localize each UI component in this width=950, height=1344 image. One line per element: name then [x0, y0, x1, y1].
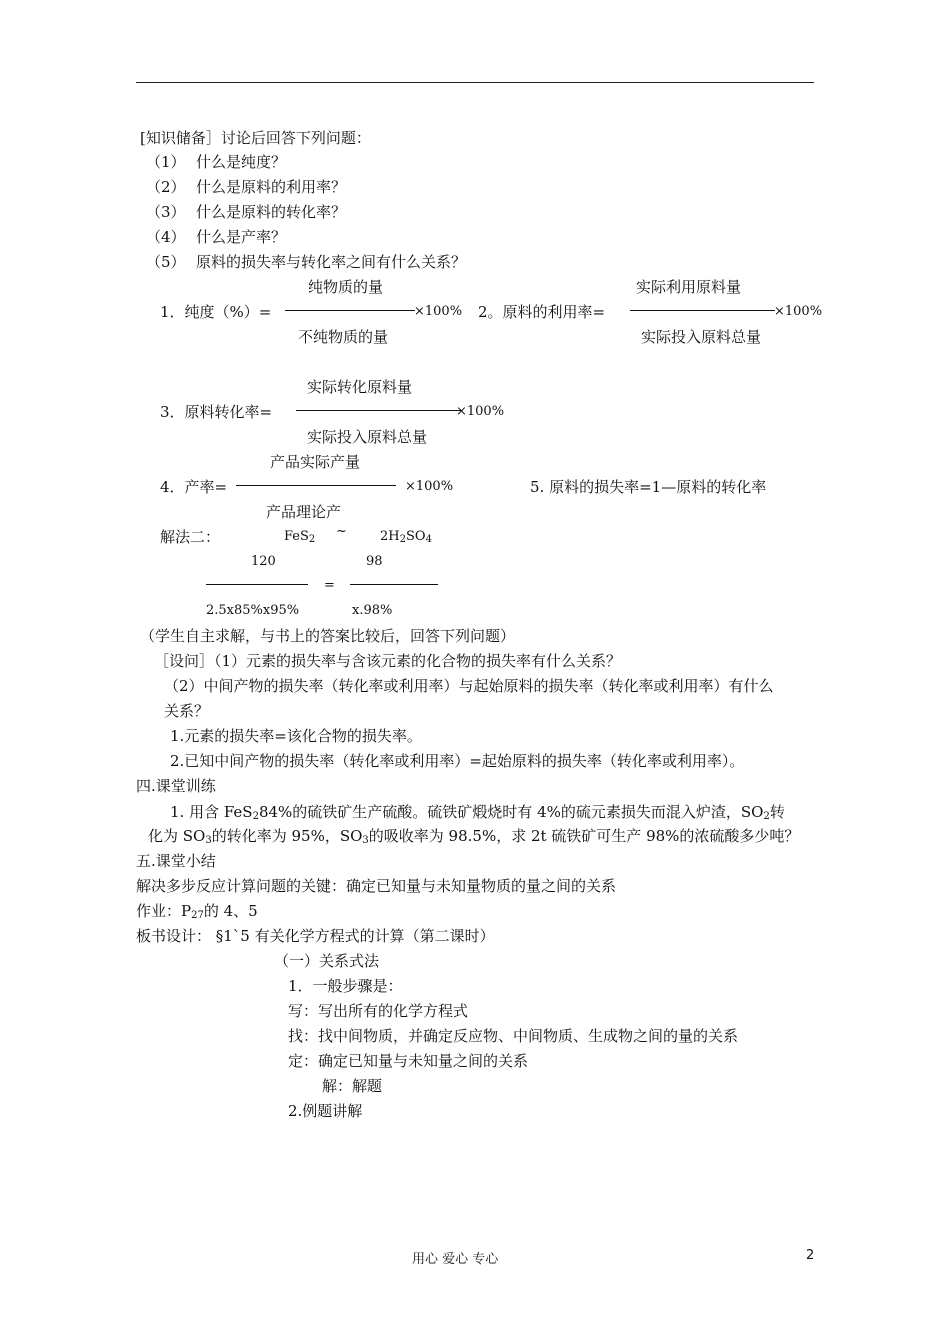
h2so4-formula: $2H_2SO_4$ — [380, 529, 432, 545]
purity-numerator: 纯物质的量 — [308, 278, 384, 296]
question-4-num: （4） — [146, 228, 186, 246]
question-b-line2: 关系？ — [164, 702, 210, 720]
question-2-text: 什么是原料的利用率？ — [196, 178, 347, 196]
footer-motto: 用心 爱心 专心 — [412, 1252, 499, 1267]
solution-two-label: 解法二： — [160, 528, 221, 546]
page-number: 2 — [806, 1248, 815, 1263]
utilization-label: 2。原料的利用率= — [478, 303, 606, 321]
section-classroom-training: 四.课堂训练 — [136, 777, 216, 795]
yield-factor: ×100% — [405, 479, 454, 494]
molar-mass-fes2: 120 — [251, 554, 276, 569]
header-rule — [136, 82, 814, 83]
conversion-fraction-bar — [296, 410, 461, 411]
relation-tilde: ~ — [336, 524, 347, 539]
ratio-left-bar — [206, 584, 308, 585]
board-step-determine: 定：确定已知量与未知量之间的关系 — [288, 1052, 529, 1070]
exercise-1-line1: 1. 用含 FeS$_2$84%的硫铁矿生产硫酸。硫铁矿煅烧时有 4%的硫元素损失而混入炉渣，$SO_2$转 — [170, 803, 785, 822]
ratio-right-bar — [350, 584, 438, 585]
board-example: 2.例题讲解 — [288, 1102, 363, 1120]
ratio-equals: = — [324, 578, 335, 593]
conversion-factor: ×100% — [456, 404, 505, 419]
conversion-denominator: 实际投入原料总量 — [307, 428, 428, 446]
homework: 作业：$P_{27}$的 4、5 — [136, 902, 258, 921]
summary-text: 解决多步反应计算问题的关键：确定已知量与未知量物质的量之间的关系 — [136, 877, 617, 895]
conversion-numerator: 实际转化原料量 — [307, 378, 413, 396]
question-b-line1: （2）中间产物的损失率（转化率或利用率）与起始原料的损失率（转化率或利用率）有什么 — [164, 677, 774, 695]
purity-denominator: 不纯物质的量 — [298, 328, 389, 346]
utilization-fraction-bar — [630, 310, 775, 311]
answer-2: 2.已知中间产物的损失率（转化率或利用率）=起始原料的损失率（转化率或利用率）。 — [170, 752, 745, 770]
ratio-right-denominator: x.98% — [352, 603, 393, 618]
question-1-text: 什么是纯度？ — [196, 153, 287, 171]
yield-numerator: 产品实际产量 — [270, 453, 361, 471]
utilization-denominator: 实际投入原料总量 — [641, 328, 762, 346]
exercise-1-line2: 化为 $SO_3$的转化率为 95%，$SO_3$的吸收率为 98.5%，求 2t 硫铁矿可生产 98%的浓硫酸多少吨？ — [148, 827, 800, 846]
question-3-text: 什么是原料的转化率？ — [196, 203, 347, 221]
board-design-title: 板书设计： §1`5 有关化学方程式的计算（第二课时） — [136, 927, 495, 945]
board-step-write: 写：写出所有的化学方程式 — [288, 1002, 469, 1020]
question-1-num: （1） — [146, 153, 186, 171]
yield-label: 4．产率= — [160, 478, 228, 496]
board-method: （一）关系式法 — [274, 952, 380, 970]
utilization-numerator: 实际利用原料量 — [636, 278, 742, 296]
answer-1: 1.元素的损失率=该化合物的损失率。 — [170, 727, 422, 745]
knowledge-heading: [知识储备］讨论后回答下列问题： — [140, 129, 371, 147]
conversion-label: 3．原料转化率= — [160, 403, 273, 421]
fes2-formula: FeS$_2$ — [284, 529, 316, 545]
question-5-num: （5） — [146, 253, 186, 271]
yield-fraction-bar — [236, 485, 396, 486]
board-step-solve: 解：解题 — [322, 1077, 383, 1095]
question-5-text: 原料的损失率与转化率之间有什么关系？ — [196, 253, 467, 271]
purity-label: 1．纯度（%）= — [160, 303, 272, 321]
molar-mass-h2so4: 98 — [366, 554, 383, 569]
question-2-num: （2） — [146, 178, 186, 196]
board-step-find: 找：找中间物质，并确定反应物、中间物质、生成物之间的量的关系 — [288, 1027, 739, 1045]
utilization-factor: ×100% — [774, 304, 823, 319]
yield-denominator: 产品理论产 — [266, 503, 342, 521]
loss-rate-formula: 5. 原料的损失率=1—原料的转化率 — [530, 478, 767, 496]
ratio-left-denominator: 2.5x85%x95% — [206, 603, 300, 618]
purity-fraction-bar — [285, 310, 415, 311]
purity-factor: ×100% — [414, 304, 463, 319]
question-4-text: 什么是产率？ — [196, 228, 287, 246]
self-solve-note: （学生自主求解，与书上的答案比较后，回答下列问题） — [140, 627, 516, 645]
board-steps-title: 1．一般步骤是： — [288, 977, 403, 995]
question-3-num: （3） — [146, 203, 186, 221]
section-summary: 五.课堂小结 — [136, 852, 216, 870]
question-a: ［设问］（1）元素的损失率与含该元素的化合物的损失率有什么关系？ — [154, 652, 622, 670]
